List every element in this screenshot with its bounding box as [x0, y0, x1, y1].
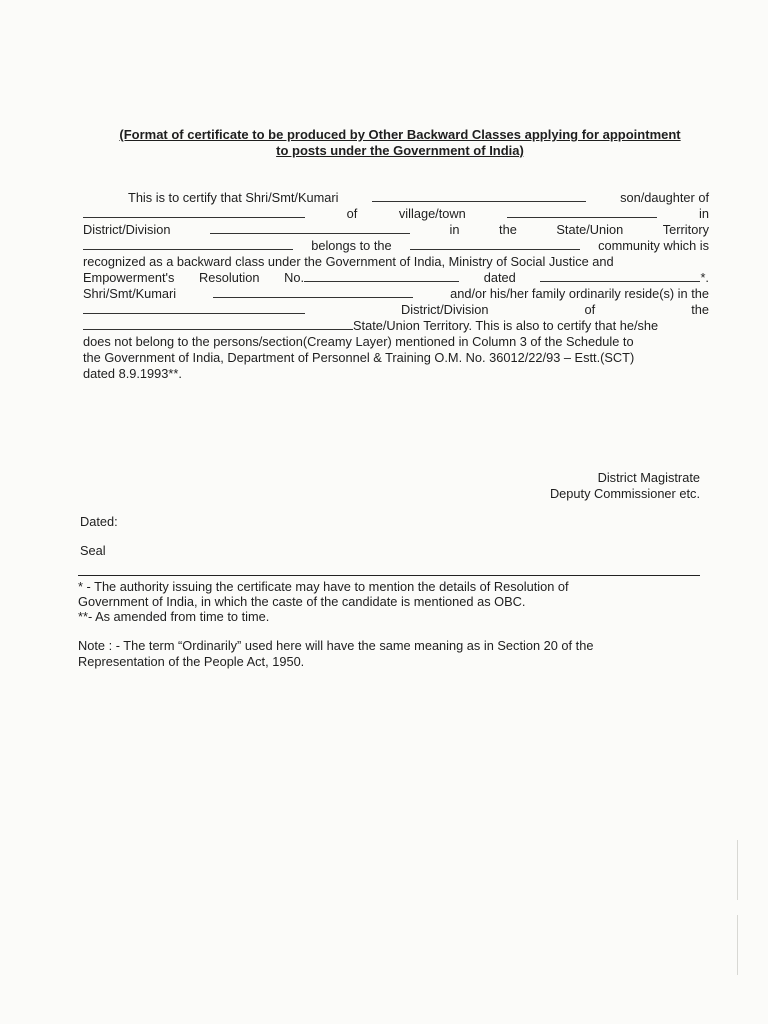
cert-line-12: dated 8.9.1993**.	[83, 366, 182, 381]
footnote-2: **- As amended from time to time.	[78, 609, 270, 624]
cert-line-6: Empowerment's Resolution No. dated *.	[83, 270, 709, 285]
note-block	[78, 638, 700, 670]
community-blank	[410, 238, 580, 250]
footnotes	[78, 579, 700, 624]
name-blank	[372, 190, 586, 202]
signatory-block	[550, 470, 700, 502]
cert-line-1: This is to certify that Shri/Smt/Kumari son/daughter of	[128, 190, 709, 205]
footnote-1-line-1: * - The authority issuing the certificate may have to mention the details of Resolution of	[78, 579, 569, 594]
note-line-2: Representation of the People Act, 1950.	[78, 654, 305, 669]
cert-line-3: District/Division in the State/Union Territory	[83, 222, 709, 237]
cert-line-7: Shri/Smt/Kumari and/or his/her family ordinarily reside(s) in the	[83, 286, 709, 301]
cert-line-10: does not belong to the persons/section(Creamy Layer) mentioned in Column 3 of the Schedule to	[83, 334, 634, 349]
cert-line-11: the Government of India, Department of Personnel & Training O.M. No. 36012/22/93 – Estt.(SCT)	[83, 350, 635, 365]
signatory-line-1: District Magistrate	[597, 470, 700, 485]
title-line-1: (Format of certificate to be produced by Other Backward Classes applying for appointment	[119, 127, 681, 142]
state-ut-blank	[83, 318, 353, 330]
scan-edge-mark	[737, 840, 738, 900]
title-line-2: to posts under the Government of India)	[276, 143, 524, 158]
seal-label: Seal	[80, 543, 106, 558]
village-blank	[507, 206, 657, 218]
signatory-line-2: Deputy Commissioner etc.	[549, 486, 700, 501]
scan-edge-mark	[737, 915, 738, 975]
parent-name-blank	[83, 206, 305, 218]
note-line-1: Note : - The term “Ordinarily” used here will have the same meaning as in Section 20 of the	[78, 638, 594, 653]
dated-label: Dated:	[80, 514, 118, 529]
resident-name-blank	[213, 286, 413, 298]
state-blank	[83, 238, 293, 250]
residence-blank	[83, 302, 305, 314]
district-blank	[210, 222, 410, 234]
resolution-no-blank	[304, 270, 459, 282]
footnote-1-line-2: Government of India, in which the caste of the candidate is mentioned as OBC.	[78, 594, 526, 609]
footnote-divider	[78, 575, 700, 576]
cert-line-9: State/Union Territory. This is also to certify that he/she	[83, 318, 709, 334]
resolution-date-blank	[540, 270, 700, 282]
certificate-body	[83, 190, 709, 382]
cert-line-2: of village/town in	[83, 206, 709, 222]
document-title	[80, 127, 720, 159]
cert-line-5: recognized as a backward class under the Government of India, Ministry of Social Justice and	[83, 254, 614, 269]
cert-line-4: belongs to the community which is	[83, 238, 709, 254]
cert-line-8: District/Division of the	[83, 302, 709, 318]
